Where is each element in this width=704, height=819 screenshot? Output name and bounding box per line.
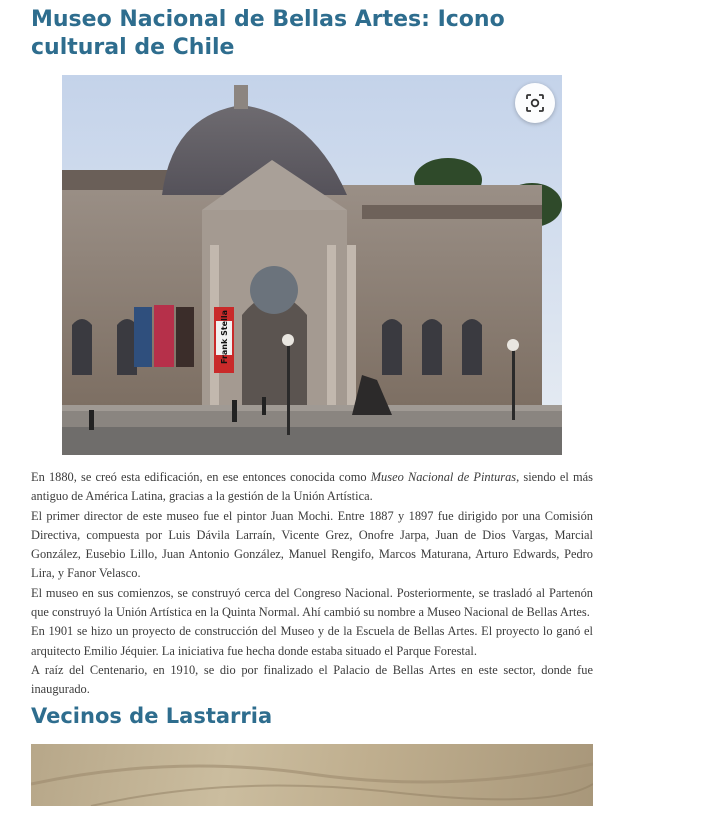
museum-photo [62,75,562,455]
paragraph-2: El primer director de este museo fue el pintor Juan Mochi. Entre 1887 y 1897 fue dirigido por una Comisión Directiva, compuesta por Luis Dávila Larraín, Vicente Grez, Onofre Jarpa, Juan de Dios Vargas, Marcial González, Eusebio Lillo, Juan Antonio González, Manuel Rengifo, Marcos Maturana, Arturo Edwards, Pedro Lira, y Fanor Velasco. [31,508,593,581]
paragraph-4: En 1901 se hizo un proyecto de construcción del Museo y de la Escuela de Bellas Artes. El proyecto lo ganó el arquitecto Emilio Jéquier. La iniciativa fue hecha donde estaba situado el Parque Forestal. [31,624,593,658]
museum-building-illustration [62,75,562,455]
article [31,0,593,806]
paragraph-5: A raíz del Centenario, en 1910, se dio por finalizado el Palacio de Bellas Artes en este sector, donde fue inaugurado. [31,662,593,697]
visual-search-button[interactable] [515,83,555,123]
lastarria-texture [31,744,593,806]
article-title: Museo Nacional de Bellas Artes: Icono cultural de Chile [31,7,505,60]
lastarria-photo [31,744,593,806]
section-heading: Vecinos de Lastarria [31,703,273,728]
banner-text: Frank Stella [220,310,229,364]
article-body [31,468,593,700]
visual-search-icon [525,93,545,113]
museum-former-name: Museo Nacional de Pinturas [370,470,517,484]
paragraph-1: En 1880, se creó esta edificación, en ese entonces conocida como Museo Nacional de Pinturas, siendo el más antiguo de América Latina, gracias a la gestión de la Unión Artística. [31,470,593,504]
paragraph-3: El museo en sus comienzos, se construyó cerca del Congreso Nacional. Posteriormente, se trasladó al Partenón que construyó la Unión Artística en la Quinta Normal. Ahí cambió su nombre a Museo Nacional de Bellas Artes. [31,585,593,620]
